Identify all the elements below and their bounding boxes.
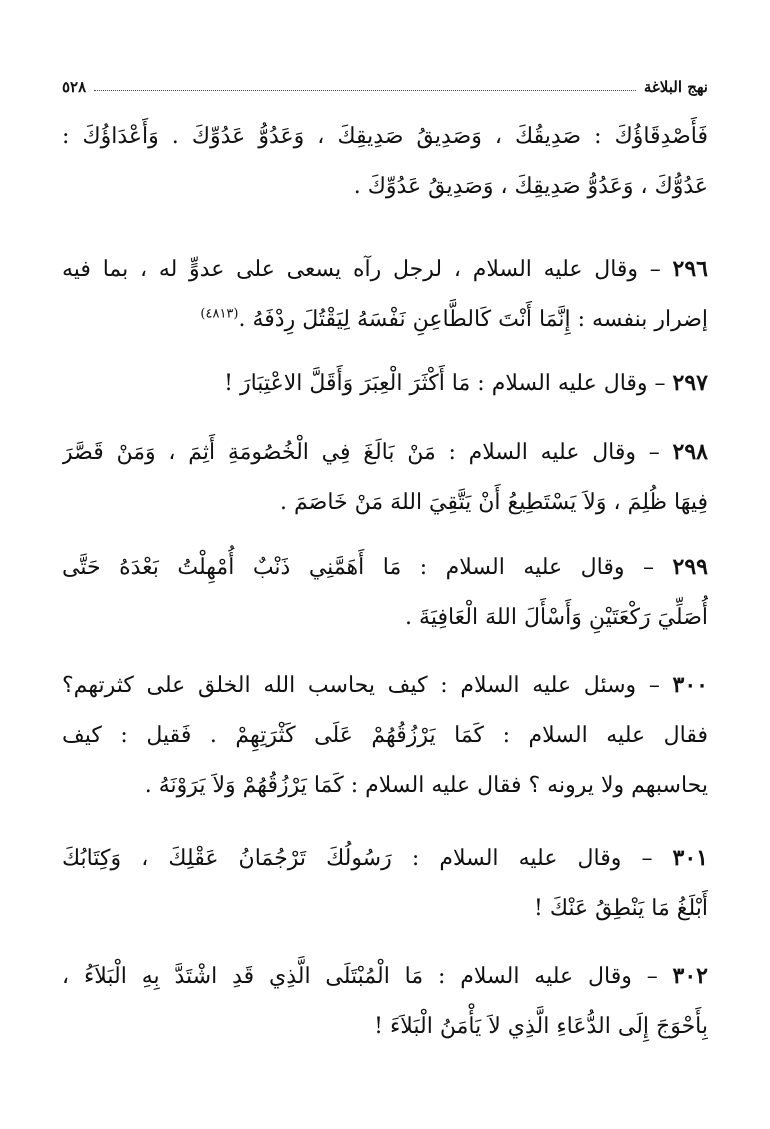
- text-line: وسئل عليه السلام : كيف يحاسب الله الخلق على كثرتهم؟: [62, 673, 637, 698]
- book-title: نهج البلاغة: [643, 78, 708, 96]
- text-line: أَبْلَغُ مَا يَنْطِقُ عَنْكَ !: [534, 896, 708, 921]
- footnote-marker: (٤٨١٣): [200, 306, 239, 322]
- saying-number: ٢٩٧: [672, 370, 708, 396]
- text-line: فِيهَا ظُلِمَ ، وَلاَ يَسْتَطِيعُ أَنْ يَتَّقِيَ اللهَ مَنْ خَاصَمَ .: [280, 490, 708, 515]
- text-line: فَأَصْدِقَاؤُكَ : صَدِيقُكَ ، وَصَدِيقُ صَدِيقِكَ ، وَعَدُوُّ عَدُوِّكَ . وَأَعْدَاؤُكَ :: [62, 124, 708, 149]
- saying-number: ٢٩٦: [672, 256, 708, 282]
- book-page: [62, 70, 708, 1039]
- saying-number: ٣٠١: [672, 845, 708, 871]
- text-line: إضرار بنفسه : إِنَّمَا أَنْتَ كَالطَّاعِنِ نَفْسَهُ لِيَقْتُلَ رِدْفَهُ .: [238, 307, 708, 332]
- text-line: وقال عليه السلام : رَسُولُكَ تَرْجُمَانُ عَقْلِكَ ، وَكِتَابُكَ: [62, 846, 622, 871]
- running-header: [62, 70, 708, 96]
- saying-300: ٣٠٠ – وسئل عليه السلام : كيف يحاسب الله الخلق على كثرتهم؟ فقال عليه السلام : كَمَا يَرْزُقُهُمْ عَلَى كَثْرَتِهِمْ . فَقيل : كيف يحاسبهم ولا يرونه ؟ فقال عليه السلام : كَمَا يَرْزُقُهُمْ وَلاَ يَرَوْنَهُ .: [62, 660, 708, 811]
- saying-number: ٣٠٢: [672, 963, 708, 989]
- page-number: ٥٢٨: [62, 78, 87, 96]
- text-line: وقال عليه السلام ، لرجل رآه يسعى على عدوٍّ له ، بما فيه: [62, 257, 639, 282]
- text-line: بِأَحْوَجَ إِلَى الدُّعَاءِ الَّذِي لاَ يَأْمَنُ الْبَلاَءَ !: [374, 1014, 708, 1039]
- header-dotted-rule: [94, 90, 636, 91]
- text-line: وقال عليه السلام : مَا الْمُبْتَلَى الَّذِي قَدِ اشْتَدَّ بِهِ الْبَلاَءُ ،: [62, 964, 632, 989]
- saying-299: ٢٩٩ – وقال عليه السلام : مَا أَهَمَّنِي ذَنْبٌ أُمْهِلْتُ بَعْدَهُ حَتَّى أُصَلِّيَ رَكْعَتَيْنِ وَأَسْأَلَ اللهَ الْعَافِيَةَ .: [62, 542, 708, 643]
- saying-302: ٣٠٢ – وقال عليه السلام : مَا الْمُبْتَلَى الَّذِي قَدِ اشْتَدَّ بِهِ الْبَلاَءُ ، بِأَحْوَجَ إِلَى الدُّعَاءِ الَّذِي لاَ يَأْمَنُ الْبَلاَءَ !: [62, 951, 708, 1052]
- saying-301: ٣٠١ – وقال عليه السلام : رَسُولُكَ تَرْجُمَانُ عَقْلِكَ ، وَكِتَابُكَ أَبْلَغُ مَا يَنْطِقُ عَنْكَ !: [62, 833, 708, 934]
- saying-number: ٢٩٨: [672, 439, 708, 465]
- saying-continuation: [62, 112, 708, 212]
- text-line: يحاسبهم ولا يرونه ؟ فقال عليه السلام : كَمَا يَرْزُقُهُمْ وَلاَ يَرَوْنَهُ .: [144, 773, 708, 798]
- text-line: وقال عليه السلام : مَنْ بَالَغَ فِي الْخُصُومَةِ أَثِمَ ، وَمَنْ قَصَّرَ: [62, 440, 637, 465]
- saying-number: ٣٠٠: [672, 672, 708, 698]
- saying-296: ٢٩٦ – وقال عليه السلام ، لرجل رآه يسعى على عدوٍّ له ، بما فيه إضرار بنفسه : إِنَّمَا أَنْتَ كَالطَّاعِنِ نَفْسَهُ لِيَقْتُلَ رِدْفَهُ .$^{(٤٨١٣)}$: [62, 256, 708, 332]
- text-line: وقال عليه السلام : مَا أَكْثَرَ الْعِبَرَ وَأَقَلَّ الاعْتِبَارَ !: [224, 371, 648, 396]
- text-line: وقال عليه السلام : مَا أَهَمَّنِي ذَنْبٌ أُمْهِلْتُ بَعْدَهُ حَتَّى: [62, 555, 625, 580]
- text-line: أُصَلِّيَ رَكْعَتَيْنِ وَأَسْأَلَ اللهَ الْعَافِيَةَ .: [405, 605, 708, 630]
- text-line: عَدُوُّكَ ، وَعَدُوُّ صَدِيقِكَ ، وَصَدِيقُ عَدُوِّكَ .: [353, 174, 708, 199]
- saying-297: ٢٩٧ – وقال عليه السلام : مَا أَكْثَرَ الْعِبَرَ وَأَقَلَّ الاعْتِبَارَ !: [224, 370, 708, 396]
- text-line: فقال عليه السلام : كَمَا يَرْزُقُهُمْ عَلَى كَثْرَتِهِمْ . فَقيل : كيف: [62, 723, 708, 748]
- saying-298: ٢٩٨ – وقال عليه السلام : مَنْ بَالَغَ فِي الْخُصُومَةِ أَثِمَ ، وَمَنْ قَصَّرَ فِيهَا ظُلِمَ ، وَلاَ يَسْتَطِيعُ أَنْ يَتَّقِيَ اللهَ مَنْ خَاصَمَ .: [62, 427, 708, 528]
- saying-number: ٢٩٩: [672, 554, 708, 580]
